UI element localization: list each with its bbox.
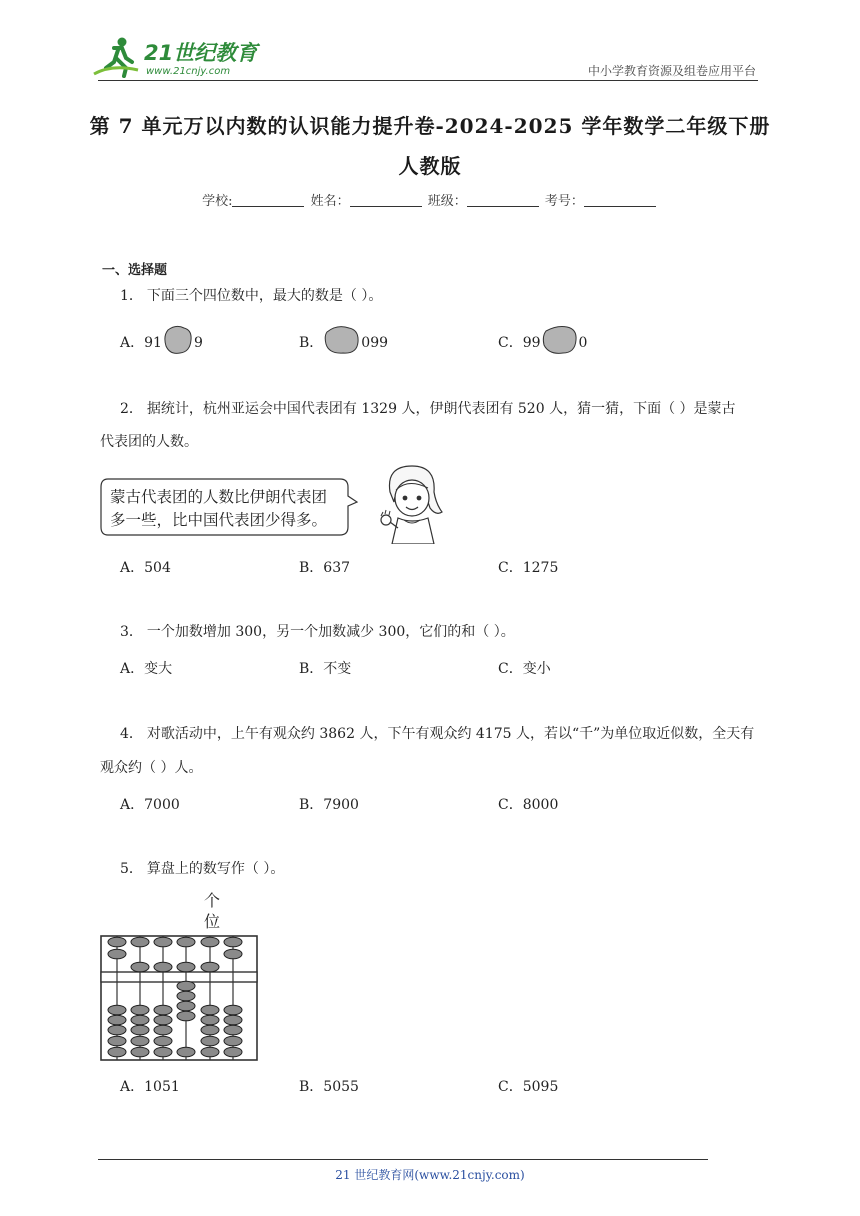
section-title: 一、选择题 — [102, 263, 168, 278]
abacus-bead — [224, 1015, 242, 1025]
abacus-bead — [224, 1005, 242, 1015]
abacus-bead — [201, 962, 219, 972]
option-a[interactable]: A．7000 — [120, 797, 180, 813]
question-number: 2． — [120, 401, 143, 417]
abacus-bead — [131, 937, 149, 947]
page-title-line2: 人教版 — [398, 154, 462, 178]
abacus-bead — [131, 1047, 149, 1057]
question-2 — [120, 393, 736, 426]
logo — [92, 34, 262, 80]
abacus-bead — [108, 1015, 126, 1025]
abacus-bead — [154, 1025, 172, 1035]
question-text-line1: 据统计，杭州亚运会中国代表团有 1329 人，伊朗代表团有 520 人，猜一猜，下面（ ）是蒙古 — [146, 401, 736, 417]
abacus-bead — [177, 981, 195, 991]
abacus-bead — [201, 1005, 219, 1015]
logo-sub-text: www.21cnjy.com — [146, 66, 231, 77]
platform-name: 中小学教育资源及组卷应用平台 — [587, 64, 756, 78]
question-text-line1: 对歌活动中，上午有观众约 3862 人，下午有观众约 4175 人，若以“千”为单位取近似数，全天有 — [146, 726, 755, 742]
abacus-bead — [224, 1025, 242, 1035]
question-number: 4． — [120, 726, 143, 742]
ink-blot-icon — [541, 324, 579, 356]
name-blank[interactable] — [350, 194, 422, 207]
question-number: 5． — [120, 861, 143, 877]
abacus-bead — [108, 1047, 126, 1057]
question-3 — [120, 616, 515, 649]
abacus-bead — [108, 949, 126, 959]
runner-icon — [94, 38, 138, 77]
abacus-bead — [108, 937, 126, 947]
question-number: 3． — [120, 624, 143, 640]
abacus-bead — [177, 1047, 195, 1057]
abacus-bead — [224, 949, 242, 959]
question-text: 下面三个四位数中，最大的数是（ ）。 — [146, 288, 383, 304]
option-b[interactable]: B．5055 — [299, 1079, 359, 1095]
abacus-bead — [108, 1025, 126, 1035]
abacus-bead — [201, 1036, 219, 1046]
option-a[interactable]: A．1051 — [120, 1079, 180, 1095]
option-b[interactable]: B．637 — [299, 560, 351, 576]
ink-blot-icon — [323, 324, 361, 356]
abacus-bead — [154, 937, 172, 947]
abacus-bead — [177, 937, 195, 947]
abacus-bead — [201, 1015, 219, 1025]
exam-no-label: 考号： — [544, 194, 584, 209]
abacus-beads — [108, 937, 242, 1057]
question-text: 算盘上的数写作（ ）。 — [146, 861, 285, 877]
abacus-bead — [224, 1036, 242, 1046]
ones-place-label-2: 位 — [204, 912, 221, 931]
option-a[interactable]: A．91 9 — [120, 324, 203, 356]
option-b[interactable]: B．不变 — [299, 661, 352, 677]
abacus-bead — [224, 937, 242, 947]
abacus-bead — [108, 1036, 126, 1046]
abacus-bead — [201, 937, 219, 947]
abacus-bead — [131, 1005, 149, 1015]
abacus-bead — [224, 1047, 242, 1057]
option-c[interactable]: C．变小 — [498, 661, 551, 677]
option-b[interactable]: B． 099 — [299, 324, 388, 356]
class-label: 班级： — [427, 194, 467, 209]
question-5 — [120, 853, 284, 886]
abacus-bead — [154, 1005, 172, 1015]
abacus-bead — [154, 1015, 172, 1025]
name-label: 姓名： — [310, 194, 350, 209]
bubble-text-line2: 多一些，比中国代表团少得多。 — [110, 511, 328, 529]
girl-illustration-icon — [378, 462, 446, 544]
abacus-bead — [154, 1036, 172, 1046]
student-info-line — [0, 190, 860, 209]
question-4 — [120, 718, 754, 751]
class-blank[interactable] — [467, 194, 539, 207]
abacus-bead — [177, 962, 195, 972]
abacus-bead — [131, 1015, 149, 1025]
option-c[interactable]: C．1275 — [498, 560, 559, 576]
ink-blot-icon — [162, 324, 194, 356]
abacus-bead — [154, 962, 172, 972]
logo-main-text: 21世纪教育 — [144, 41, 258, 65]
school-label: 学校: — [202, 194, 233, 209]
option-c[interactable]: C．8000 — [498, 797, 559, 813]
abacus-bead — [154, 1047, 172, 1057]
footer-text: 21 世纪教育网(www.21cnjy.com) — [335, 1168, 525, 1182]
option-a[interactable]: A．504 — [120, 560, 171, 576]
option-c[interactable]: C．99 0 — [498, 324, 587, 356]
option-a[interactable]: A．变大 — [120, 661, 173, 677]
page-title: 第 7 单元万以内数的认识能力提升卷-2024-2025 学年数学二年级下册 — [89, 114, 771, 138]
abacus-bead — [108, 1005, 126, 1015]
abacus-bead — [131, 1036, 149, 1046]
question-number: 1． — [120, 288, 143, 304]
abacus-bead — [201, 1047, 219, 1057]
abacus-bead — [201, 1025, 219, 1035]
abacus-bead — [131, 962, 149, 972]
option-c[interactable]: C．5095 — [498, 1079, 559, 1095]
ones-place-label: 个 — [204, 891, 221, 910]
header-divider — [98, 80, 758, 81]
question-1 — [120, 280, 382, 313]
abacus-figure — [100, 890, 260, 1062]
abacus-bead — [177, 1001, 195, 1011]
bubble-text-line1: 蒙古代表团的人数比伊朗代表团 — [110, 488, 328, 506]
abacus-bead — [177, 1011, 195, 1021]
question-2-line2: 代表团的人数。 — [100, 434, 198, 450]
abacus-bead — [131, 1025, 149, 1035]
question-4-line2: 观众约（ ）人。 — [100, 760, 203, 776]
footer-divider — [98, 1159, 708, 1160]
speech-bubble — [100, 478, 358, 536]
question-text: 一个加数增加 300，另一个加数减少 300，它们的和（ ）。 — [146, 624, 515, 640]
option-b[interactable]: B．7900 — [299, 797, 359, 813]
abacus-bead — [177, 991, 195, 1001]
school-blank[interactable] — [232, 194, 304, 207]
exam-no-blank[interactable] — [584, 194, 656, 207]
